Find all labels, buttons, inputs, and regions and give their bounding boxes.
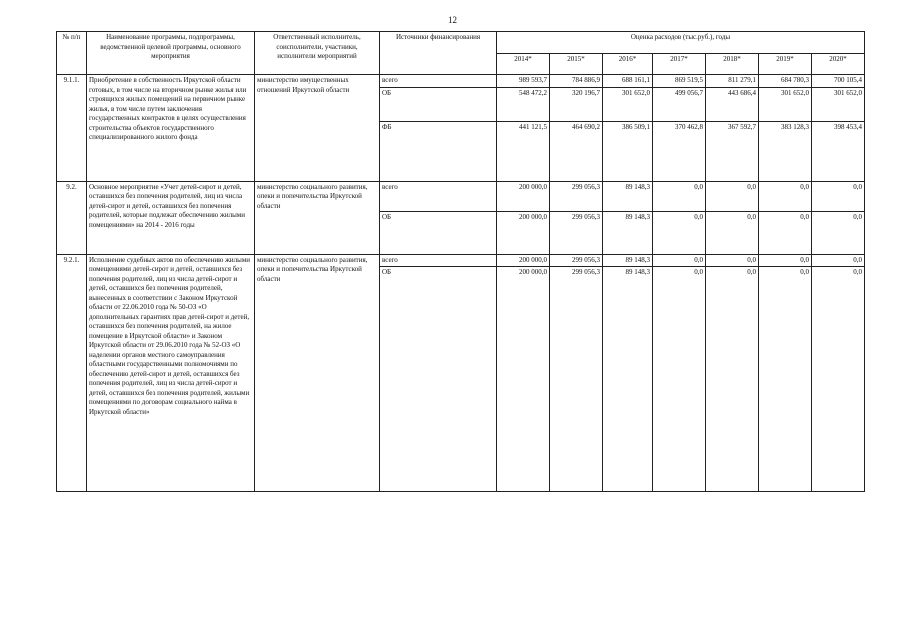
value-cell: 989 593,7 [497,75,550,88]
value-cell: 0,0 [812,267,865,492]
header-row [57,32,865,54]
value-cell: 700 105,4 [812,75,865,88]
row-number: 9.2.1. [57,254,87,492]
value-cell: 301 652,0 [603,87,653,121]
value-cell: 0,0 [706,254,759,267]
value-cell: 0,0 [759,267,812,492]
table-row [57,181,865,211]
value-cell: 0,0 [812,211,865,254]
table-row [57,75,865,88]
value-cell: 383 128,3 [759,121,812,181]
source-cell: ФБ [380,121,497,181]
col-source-header: Источники финансирования [380,32,497,75]
year-2020-header: 2020* [812,54,865,75]
value-cell: 0,0 [653,181,706,211]
value-cell: 200 000,0 [497,254,550,267]
value-cell: 299 056,3 [550,254,603,267]
value-cell: 301 652,0 [812,87,865,121]
value-cell: 811 279,1 [706,75,759,88]
value-cell: 320 196,7 [550,87,603,121]
value-cell: 89 148,3 [603,181,653,211]
source-cell: всего [380,75,497,88]
source-cell: ОБ [380,211,497,254]
value-cell: 684 780,3 [759,75,812,88]
value-cell: 0,0 [759,181,812,211]
col-name-header: Наименование программы, подпрограммы, ведомственной целевой программы, основного мероприятия [87,32,255,75]
value-cell: 398 453,4 [812,121,865,181]
source-cell: всего [380,254,497,267]
value-cell: 0,0 [706,267,759,492]
value-cell: 0,0 [759,211,812,254]
budget-table [56,31,865,492]
value-cell: 869 519,5 [653,75,706,88]
year-2015-header: 2015* [550,54,603,75]
row-executor: министерство социального развития, опеки и попечительства Иркутской области [255,181,380,254]
value-cell: 200 000,0 [497,181,550,211]
value-cell: 89 148,3 [603,267,653,492]
row-executor: министерство имущественных отношений Иркутской области [255,75,380,182]
value-cell: 688 161,1 [603,75,653,88]
year-2017-header: 2017* [653,54,706,75]
value-cell: 464 690,2 [550,121,603,181]
year-2019-header: 2019* [759,54,812,75]
value-cell: 0,0 [653,254,706,267]
value-cell: 370 462,8 [653,121,706,181]
value-cell: 200 000,0 [497,211,550,254]
value-cell: 0,0 [812,181,865,211]
value-cell: 299 056,3 [550,211,603,254]
value-cell: 367 592,7 [706,121,759,181]
source-cell: ОБ [380,87,497,121]
value-cell: 89 148,3 [603,211,653,254]
value-cell: 89 148,3 [603,254,653,267]
row-name: Основное мероприятие «Учет детей-сирот и детей, оставшихся без попечения родителей, лиц из числа детей-сирот и детей, оставшихся без попечения родителей, которые подлежат обеспечению жилыми помещениями» на 2014 - 2016 годы [87,181,255,254]
row-number: 9.1.1. [57,75,87,182]
value-cell: 784 886,9 [550,75,603,88]
value-cell: 386 509,1 [603,121,653,181]
value-cell: 0,0 [759,254,812,267]
row-name: Исполнение судебных актов по обеспечению жилыми помещениями детей-сирот и детей, оставшихся без попечения родителей, лиц из числа детей-сирот и детей, оставшихся без попечения родителей, вынесенных в соответствии с Законом Иркутской области от 22.06.2010 года № 50-ОЗ «О дополнительных гарантиях прав детей-сирот и детей, оставшихся без попечения родителей, на жилое помещение в Иркутской области» и Законом Иркутской области от 29.06.2010 года № 52-ОЗ «О наделении органов местного самоуправления областными государственными полномочиями по обеспечению детей-сирот и детей, оставшихся без попечения родителей, лиц из числа детей-сирот и детей, оставшихся без попечения родителей, жилыми помещениями по договорам социального найма в Иркутской области» [87,254,255,492]
year-2016-header: 2016* [603,54,653,75]
col-executor-header: Ответственный исполнитель, соисполнители, участники, исполнители мероприятий [255,32,380,75]
value-cell: 0,0 [706,211,759,254]
value-cell: 299 056,3 [550,267,603,492]
value-cell: 499 056,7 [653,87,706,121]
value-cell: 200 000,0 [497,267,550,492]
value-cell: 299 056,3 [550,181,603,211]
table-row [57,254,865,267]
source-cell: ОБ [380,267,497,492]
year-2014-header: 2014* [497,54,550,75]
value-cell: 301 652,0 [759,87,812,121]
value-cell: 441 121,5 [497,121,550,181]
value-cell: 0,0 [706,181,759,211]
row-name: Приобретение в собственность Иркутской области готовых, в том числе на вторичном рынке жилья или строящихся жилых помещений на первичном рынке жилья, в том числе путем заключения государственных контрактов в целях осуществления строительства объектов государственного специализированного жилого фонда [87,75,255,182]
value-cell: 0,0 [653,267,706,492]
row-number: 9.2. [57,181,87,254]
year-2018-header: 2018* [706,54,759,75]
page-number: 12 [448,15,457,25]
value-cell: 0,0 [653,211,706,254]
source-cell: всего [380,181,497,211]
col-estimate-header: Оценка расходов (тыс.руб.), годы [497,32,865,54]
value-cell: 443 686,4 [706,87,759,121]
row-executor: министерство социального развития, опеки и попечительства Иркутской области [255,254,380,492]
value-cell: 0,0 [812,254,865,267]
value-cell: 548 472,2 [497,87,550,121]
col-no-header: № п/п [57,32,87,75]
